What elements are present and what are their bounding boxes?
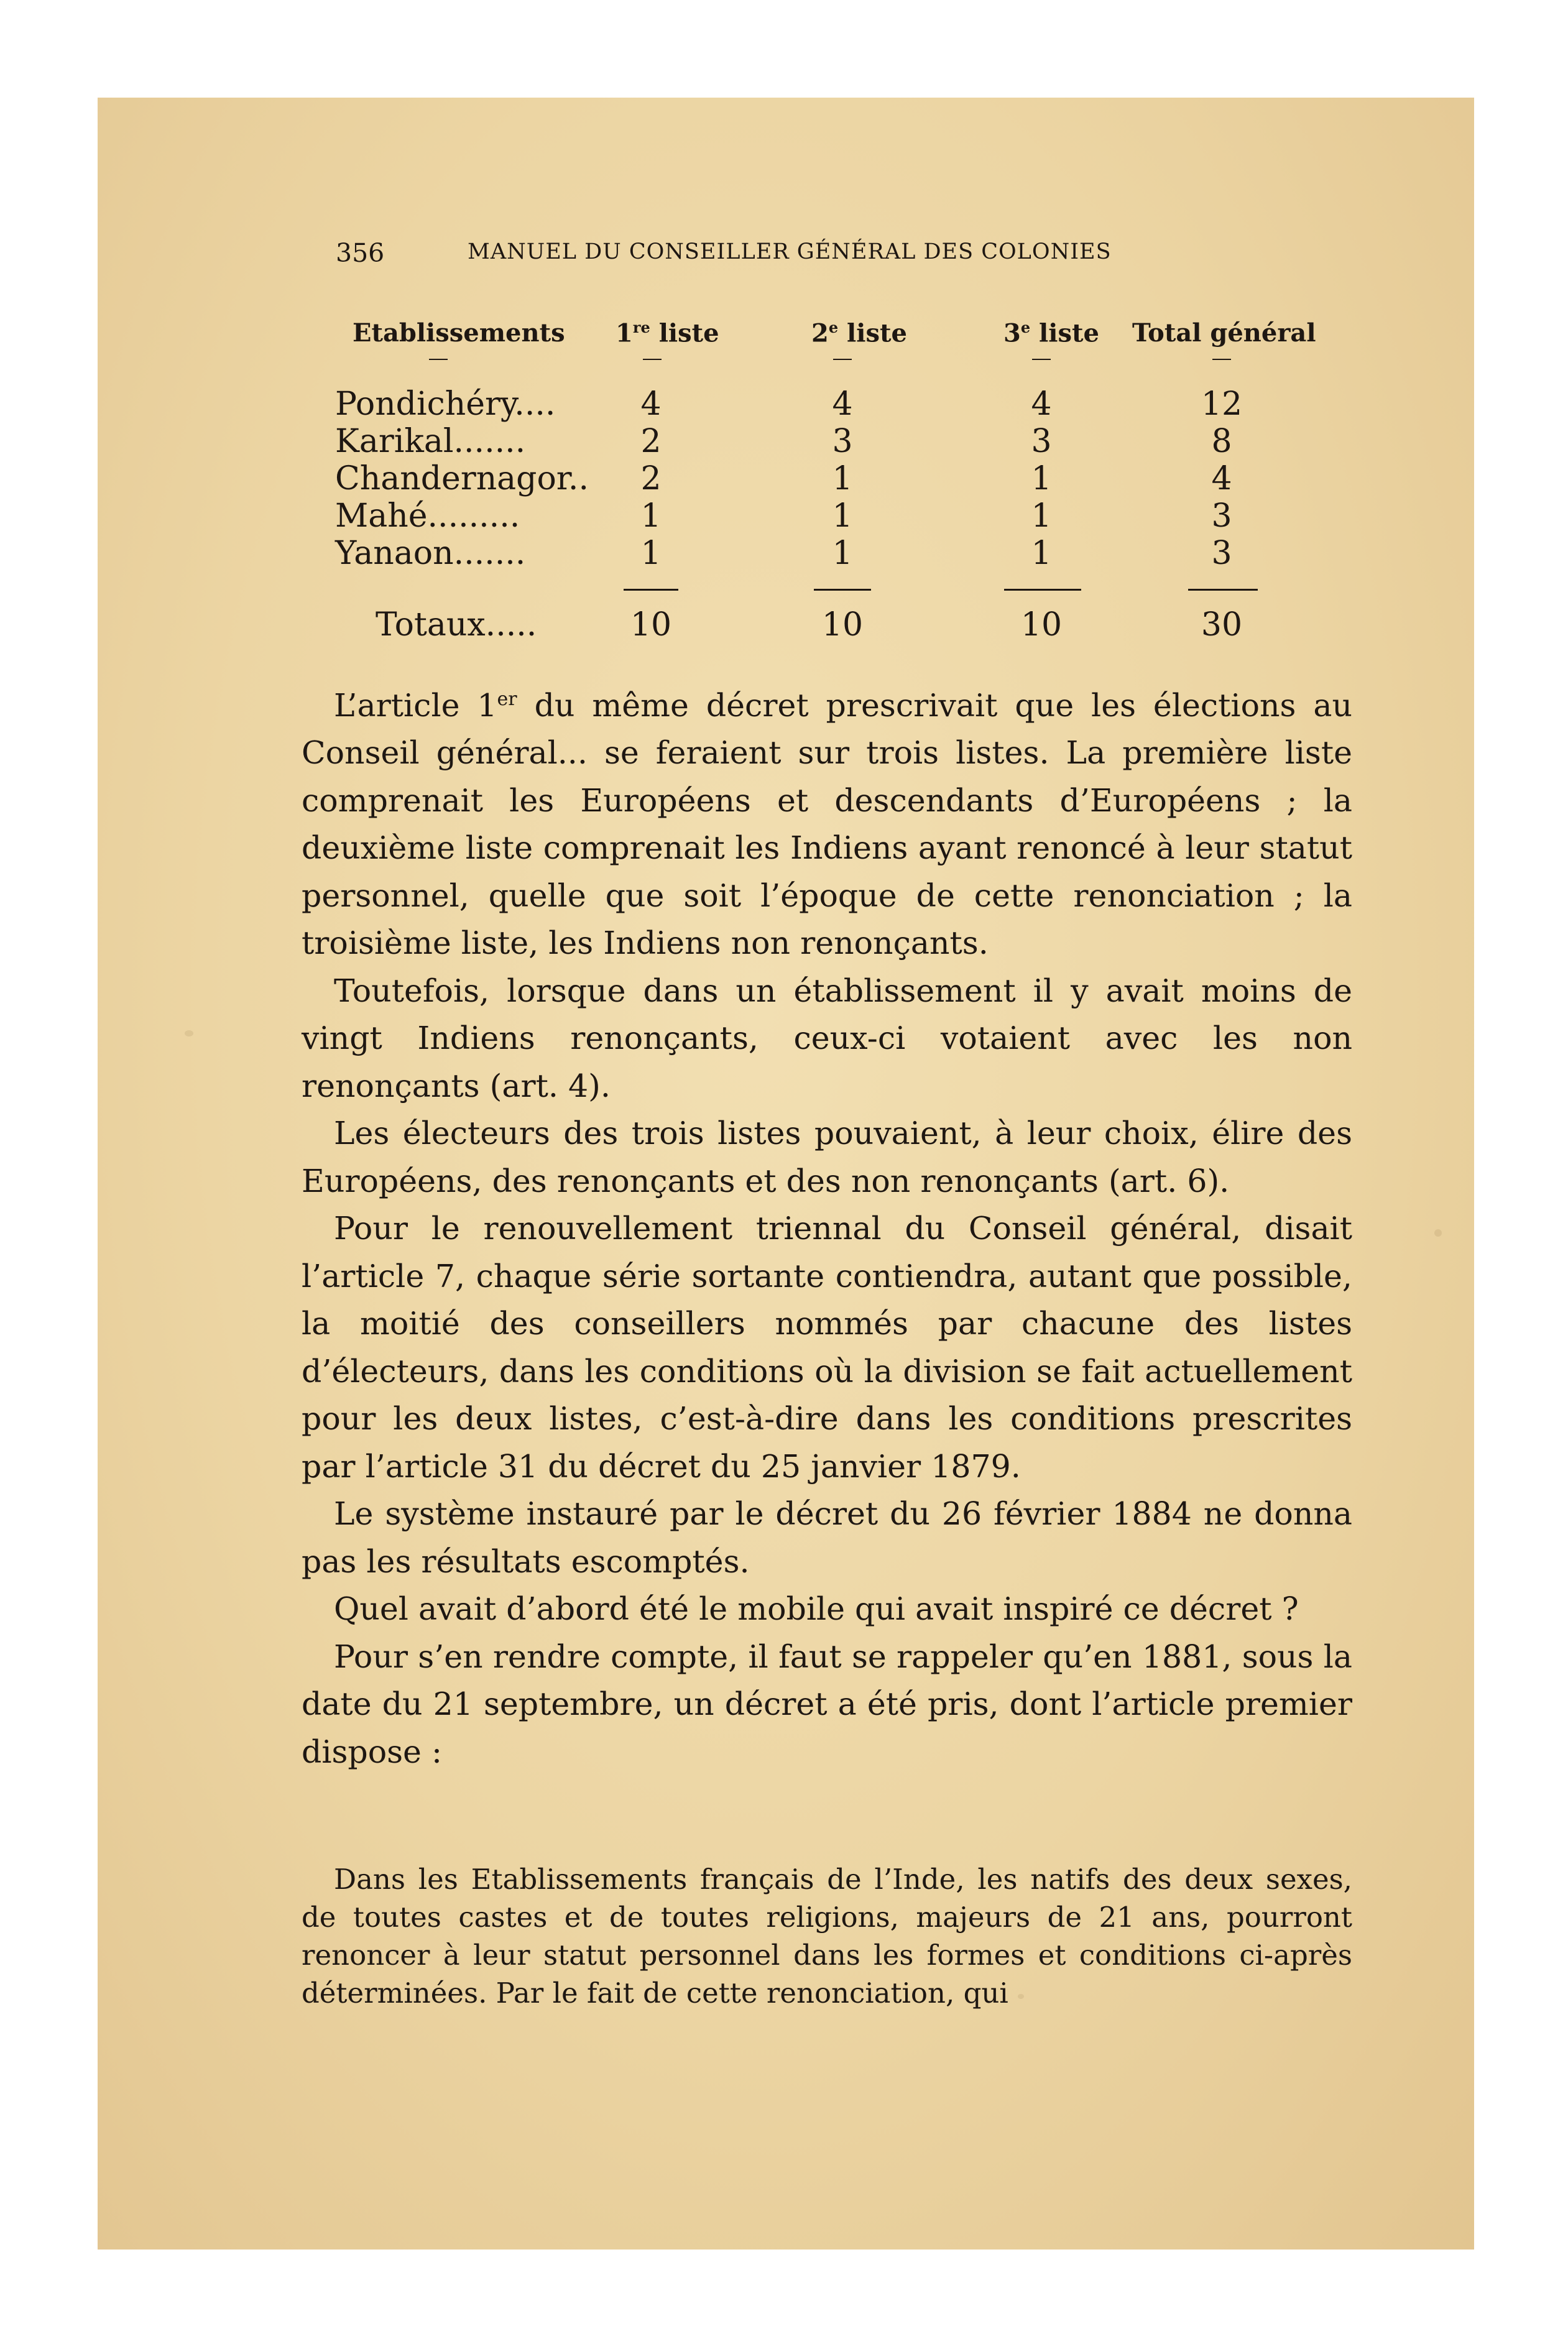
row-liste-3: 3 <box>1031 423 1052 460</box>
column-header-liste-1: 1re liste <box>616 318 719 348</box>
scanned-page <box>98 98 1474 2250</box>
table-row <box>98 460 1474 496</box>
quoted-decree <box>302 1860 1352 2012</box>
column-header-total: Total général <box>1132 318 1316 348</box>
body-text <box>302 676 1352 1776</box>
row-liste-3: 1 <box>1031 460 1052 497</box>
row-total: 8 <box>1211 423 1232 460</box>
row-liste-3: 1 <box>1031 535 1052 572</box>
row-liste-3: 1 <box>1031 497 1052 535</box>
row-name: Chandernagor.. <box>335 460 589 497</box>
paper-speck <box>1018 1994 1024 1999</box>
row-total: 3 <box>1211 535 1232 572</box>
paragraph: Les électeurs des trois listes pouvaient, à leur choix, élire des Européens, des renonçants et des non renonçants (art. 6). <box>302 1115 1352 1199</box>
header-dash <box>833 359 852 360</box>
column-header-liste-3: 3e liste <box>1003 318 1099 348</box>
sum-rule <box>1188 589 1258 591</box>
paragraph: Quel avait d’abord été le mobile qui avait inspiré ce décret ? <box>334 1590 1299 1628</box>
row-name: Pondichéry.... <box>335 385 556 423</box>
paragraph: Pour s’en rendre compte, il faut se rappeler qu’en 1881, sous la date du 21 septembre, un décret a été pris, dont l’article premier dispose : <box>302 1638 1352 1770</box>
header-dash <box>429 359 448 360</box>
row-liste-1: 4 <box>640 385 662 423</box>
header-dash <box>643 359 662 360</box>
column-header-liste-2: 2e liste <box>811 318 907 348</box>
totals-liste-2: 10 <box>821 606 864 644</box>
row-liste-2: 1 <box>832 460 853 497</box>
paper-speck <box>185 1030 193 1036</box>
totals-liste-1: 10 <box>630 606 672 644</box>
sum-rule <box>814 589 871 591</box>
row-liste-1: 1 <box>640 497 662 535</box>
row-liste-1: 1 <box>640 535 662 572</box>
table-row <box>98 385 1474 422</box>
table-row <box>98 423 1474 459</box>
sum-rule <box>624 589 678 591</box>
row-liste-3: 4 <box>1031 385 1052 423</box>
row-name: Yanaon....... <box>335 535 526 572</box>
table-row <box>98 497 1474 533</box>
running-head <box>98 238 1474 275</box>
totals-label: Totaux..... <box>376 606 537 644</box>
paper-speck <box>1434 1229 1442 1237</box>
row-liste-2: 4 <box>832 385 853 423</box>
quote-paragraph: Dans les Etablissements français de l’Inde, les natifs des deux sexes, de toutes castes et de toutes religions, majeurs de 21 ans, pourront renoncer à leur statut personnel dans les formes et conditions ci-après déterminées. Par le fait de cette renonciation, qui <box>302 1863 1352 2010</box>
running-title: MANUEL DU CONSEILLER GÉNÉRAL DES COLONIES <box>468 239 1112 264</box>
row-total: 3 <box>1211 497 1232 535</box>
row-name: Mahé......... <box>335 497 520 535</box>
sum-rule <box>1004 589 1081 591</box>
totals-total: 30 <box>1201 606 1243 644</box>
page-number: 356 <box>336 238 385 268</box>
row-total: 12 <box>1201 385 1243 423</box>
table-row <box>98 535 1474 571</box>
paragraph: Toutefois, lorsque dans un établissement il y avait moins de vingt Indiens renonçants, ceux-ci votaient avec les non renonçants (art. 4). <box>302 972 1352 1104</box>
row-liste-2: 3 <box>832 423 853 460</box>
paragraph: Pour le renouvellement triennal du Conseil général, disait l’article 7, chaque série sortante contiendra, autant que possible, la moitié des conseillers nommés par chacune des listes d’électeurs, dans les conditions où la division se fait actuellement pour les deux listes, c’est-à-dire dans les conditions prescrites par l’article 31 du décret du 25 janvier 1879. <box>302 1210 1352 1485</box>
row-liste-2: 1 <box>832 497 853 535</box>
totals-liste-3: 10 <box>1020 606 1063 644</box>
row-name: Karikal....... <box>335 423 526 460</box>
header-dash <box>1212 359 1231 360</box>
header-dash <box>1032 359 1051 360</box>
totals-row <box>98 606 1474 642</box>
row-liste-1: 2 <box>640 460 662 497</box>
paragraph: Le système instauré par le décret du 26 février 1884 ne donna pas les résultats escomptés. <box>302 1495 1352 1580</box>
row-liste-2: 1 <box>832 535 853 572</box>
column-header-etablissements: Etablissements <box>353 318 565 348</box>
paragraph: L’article 1er du même décret prescrivait que les élections au Conseil général... se feraient sur trois listes. La première liste comprenait les Européens et descendants d’Européens ; la deuxième liste comprenait les Indiens ayant renoncé à leur statut personnel, quelle que soit l’époque de cette renonciation ; la troisième liste, les Indiens non renonçants. <box>302 686 1352 962</box>
row-liste-1: 2 <box>640 423 662 460</box>
row-total: 4 <box>1211 460 1232 497</box>
